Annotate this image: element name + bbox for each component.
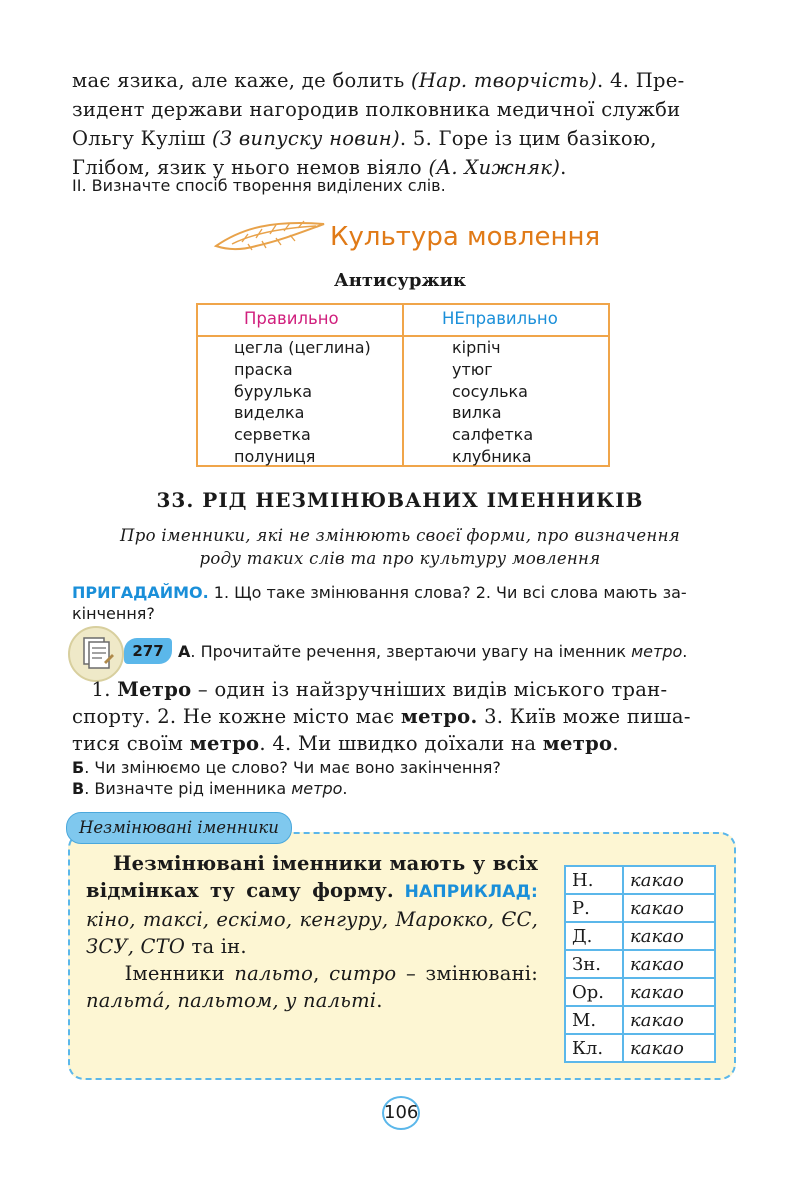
text-line: зидент держави нагородив полковника медичної служби (72, 98, 681, 121)
case-table (564, 865, 716, 1063)
rule-definition: Незмінювані іменники мають у всіх відмінках ту саму форму. НАПРИКЛАД: кіно, таксі, ескімо, кенгуру, Марокко, ЄС, ЗСУ, СТО та ін. (86, 852, 539, 958)
exercise-number-badge: 277 (124, 638, 172, 664)
table-row (565, 1034, 715, 1062)
correct-word: цегла (цеглина) (234, 338, 371, 357)
section-subtitle (0, 524, 800, 570)
incorrect-word: салфетка (452, 425, 534, 445)
correct-word: виделка (234, 403, 305, 423)
remember-label: ПРИГАДАЙМО. (72, 583, 209, 602)
remember-text: 1. Що таке змінювання слова? 2. Чи всі слова мають за- (208, 583, 687, 602)
case-name: Н. (565, 866, 623, 894)
table-row (565, 894, 715, 922)
text-line: тися своїм метро. 4. Ми швидко доїхали на метро. (72, 732, 619, 755)
case-name: Кл. (565, 1034, 623, 1062)
case-word: какао (623, 866, 715, 894)
correct-word: праска (234, 359, 293, 379)
case-word: какао (623, 922, 715, 950)
remember-block (72, 582, 738, 624)
subtitle-line: Про іменники, які не змінюють своєї форми, про визначення (120, 526, 680, 545)
case-word: какао (623, 978, 715, 1006)
case-name: Ор. (565, 978, 623, 1006)
case-name: Зн. (565, 950, 623, 978)
table-row (565, 1006, 715, 1034)
case-word: какао (623, 1006, 715, 1034)
column-divider (402, 305, 404, 465)
exercise-task-a: А. Прочитайте речення, звертаючи увагу на іменник метро. (178, 642, 688, 661)
case-name: М. (565, 1006, 623, 1034)
task-two: II. Визначте спосіб творення виділених слів. (72, 176, 446, 195)
incorrect-word: кірпіч (452, 338, 501, 357)
antisurzhyk-title: Антисуржик (334, 270, 466, 291)
correct-word: бурулька (234, 381, 313, 401)
exercise-task-b: Б. Чи змінюємо це слово? Чи має воно закінчення? (72, 758, 501, 777)
header-correct: Правильно (244, 309, 339, 328)
rule-note: Іменники пальто, ситро – змінювані: пальта́, пальтом, у пальті. (86, 962, 538, 1012)
text-line: 1. Метро – один із найзручніших видів міського тран- (91, 678, 668, 701)
case-word: какао (623, 1034, 715, 1062)
case-name: Д. (565, 922, 623, 950)
culture-heading: Культура мовлення (330, 222, 601, 252)
remember-line (72, 582, 738, 603)
antisurzhyk-table (196, 303, 610, 467)
correct-word: серветка (234, 425, 311, 445)
subtitle-line: роду таких слів та про культуру мовлення (199, 549, 601, 568)
rule-text (86, 850, 538, 1014)
incorrect-word: клубника (452, 446, 532, 466)
text-line: Глібом, язик у нього немов віяло (А. Хижняк). (72, 156, 567, 179)
exercise-task-c: В. Визначте рід іменника метро. (72, 779, 348, 798)
notebook-icon (68, 626, 124, 682)
table-row (565, 950, 715, 978)
rule-tab: Незмінювані іменники (66, 812, 292, 844)
text-line: Ольгу Куліш (З випуску новин). 5. Горе із цим базікою, (72, 127, 657, 150)
feather-ornament-icon (212, 210, 330, 266)
exercise-sentences (72, 676, 738, 757)
header-incorrect: НЕправильно (442, 309, 558, 328)
table-row (565, 978, 715, 1006)
table-row (565, 866, 715, 894)
section-title: 33. РІД НЕЗМІНЮВАНИХ ІМЕННИКІВ (156, 488, 644, 512)
incorrect-word: сосулька (452, 381, 528, 401)
correct-word: полуниця (234, 446, 316, 466)
case-name: Р. (565, 894, 623, 922)
text-line: спорту. 2. Не кожне місто має метро. 3. Київ може пиша- (72, 705, 691, 728)
case-word: какао (623, 950, 715, 978)
incorrect-word: вилка (452, 403, 502, 423)
text-line: має язика, але каже, де болить (Нар. творчість). 4. Пре- (72, 69, 685, 92)
page-number: 106 (382, 1096, 420, 1130)
table-row (565, 922, 715, 950)
incorrect-words-column (452, 337, 533, 468)
case-word: какао (623, 894, 715, 922)
correct-words-column (234, 337, 371, 468)
incorrect-word: утюг (452, 359, 493, 379)
continued-text-paragraph (72, 66, 738, 182)
remember-line: кінчення? (72, 604, 155, 623)
